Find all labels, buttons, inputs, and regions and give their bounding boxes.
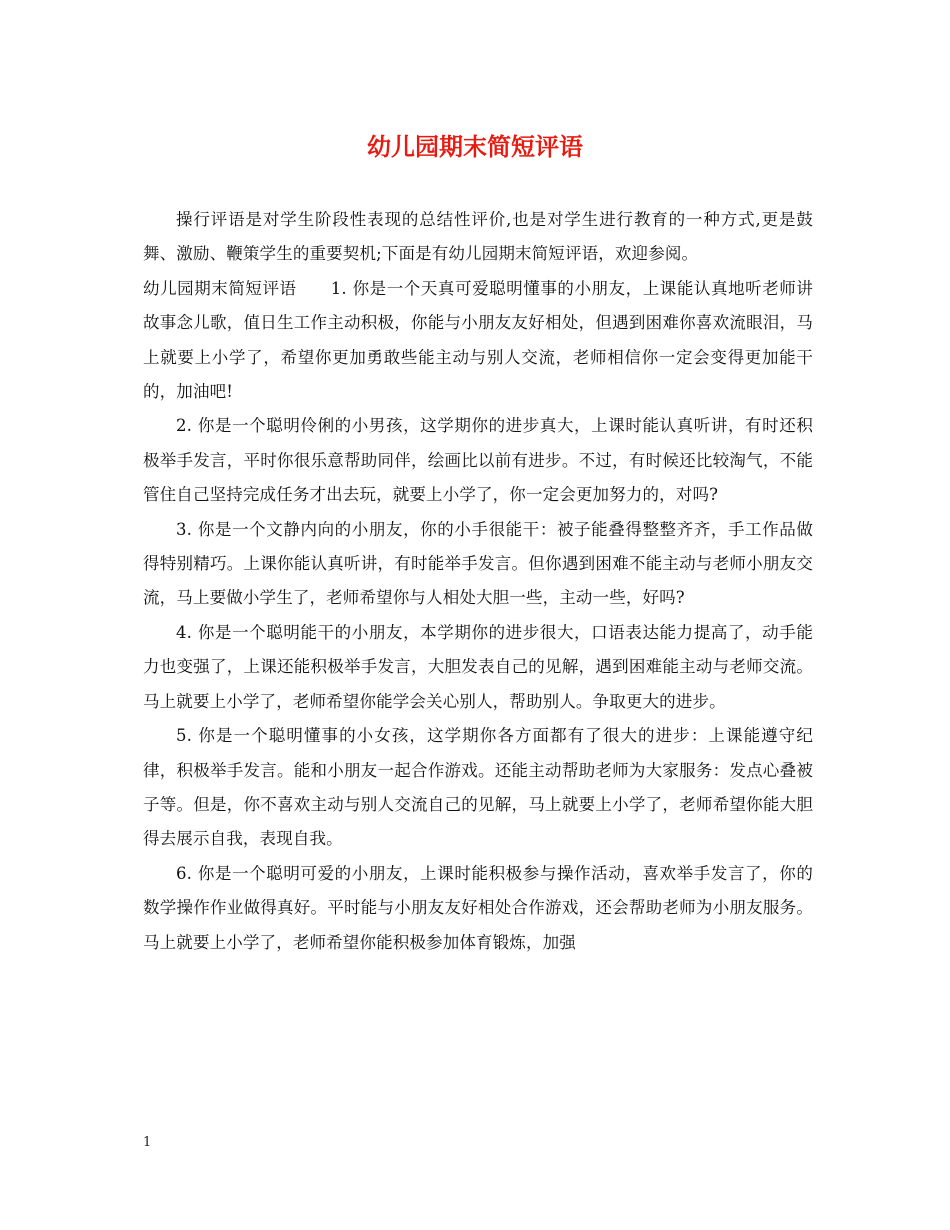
comment-paragraph-2: 2. 你是一个聪明伶俐的小男孩，这学期你的进步真大，上课时能认真听讲，有时还积极举手发言，平时你很乐意帮助同伴，绘画比以前有进步。不过，有时候还比较淘气，不能管住自己坚持完成任务才出去玩，就要上小学了，你一定会更加努力的，对吗? xyxy=(143,416,813,505)
page-title: 幼儿园期末简短评语 xyxy=(367,132,583,161)
comment-paragraph-5: 5. 你是一个聪明懂事的小女孩，这学期你各方面都有了很大的进步：上课能遵守纪律，积极举手发言。能和小朋友一起合作游戏。还能主动帮助老师为大家服务：发点心叠被子等。但是，你不喜欢主动与别人交流自己的见解，马上就要上小学了，老师希望你能大胆得去展示自我，表现自我。 xyxy=(143,726,813,849)
comment-paragraph-4: 4. 你是一个聪明能干的小朋友，本学期你的进步很大，口语表达能力提高了，动手能力也变强了，上课还能积极举手发言，大胆发表自己的见解，遇到困难能主动与老师交流。马上就要上小学了，老师希望你能学会关心别人，帮助别人。争取更大的进步。 xyxy=(143,622,813,711)
comment-paragraph-6: 6. 你是一个聪明可爱的小朋友，上课时能积极参与操作活动，喜欢举手发言了，你的数学操作作业做得真好。平时能与小朋友友好相处合作游戏，还会帮助老师为小朋友服务。马上就要上小学了，老师希望你能积极参加体育锻炼，加强 xyxy=(143,863,813,952)
comment-paragraph-1: 幼儿园期末简短评语 1. 你是一个天真可爱聪明懂事的小朋友，上课能认真地听老师讲故事念儿歌，值日生工作主动积极，你能与小朋友友好相处，但遇到困难你喜欢流眼泪，马上就要上小学了，希望你更加勇敢些能主动与别人交流，老师相信你一定会变得更加能干的，加油吧! xyxy=(143,278,813,402)
intro-paragraph: 操行评语是对学生阶段性表现的总结性评价,也是对学生进行教育的一种方式,更是鼓舞、激励、鞭策学生的重要契机;下面是有幼儿园期末简短评语，欢迎参阅。 xyxy=(143,210,813,264)
comment-paragraph-3: 3. 你是一个文静内向的小朋友，你的小手很能干：被子能叠得整整齐齐，手工作品做得特别精巧。上课你能认真听讲，有时能举手发言。但你遇到困难不能主动与老师小朋友交流，马上要做小学生了，老师希望你与人相处大胆一些，主动一些，好吗? xyxy=(143,519,813,608)
document-body xyxy=(143,203,813,960)
page-number: 1 xyxy=(143,1135,152,1150)
